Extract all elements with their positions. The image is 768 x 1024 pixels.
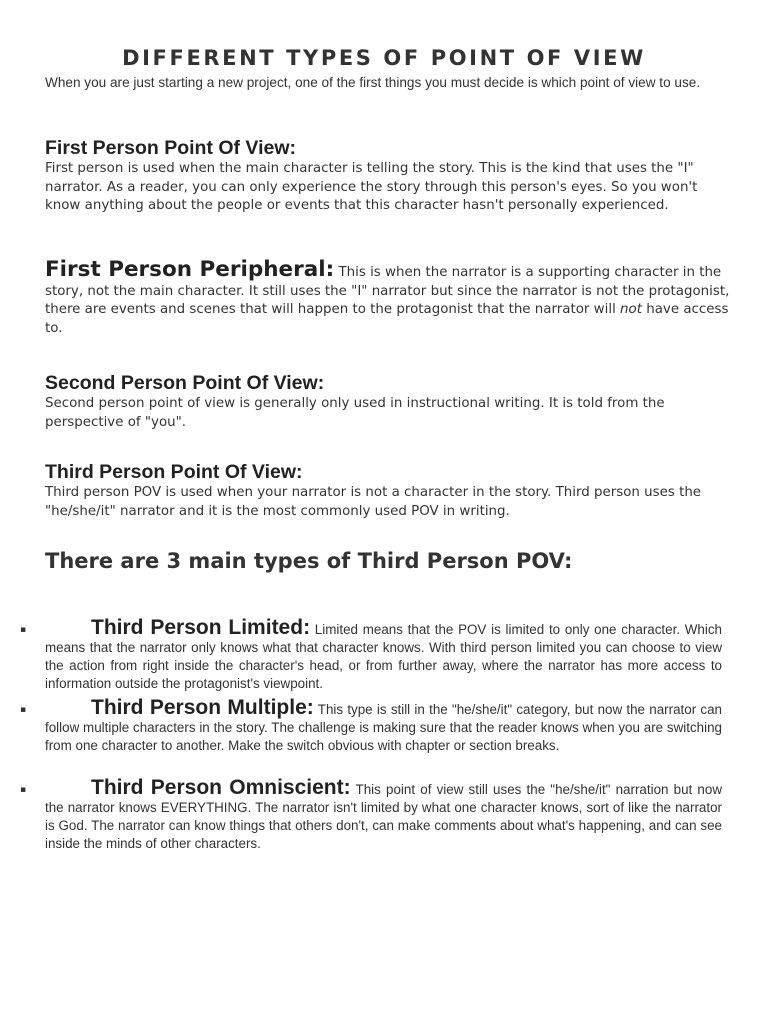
section-third-person [45,460,735,521]
bullet-heading: Third Person Multiple: [91,696,314,719]
bullet-paragraph [45,776,722,853]
first-person-peripheral-body-end: have access to. [45,302,729,336]
bullet-body: This point of view still uses the "he/she/it" narration but now the narrator knows EVERYTHING. The narrator isn't limited by what one character knows, sort of like the narrator is God. The narrator can know things that others don't, can make comments about what's happening, and can see inside the minds of other characters. [45,782,722,851]
first-person-peripheral-heading: First Person Peripheral: [45,257,335,282]
third-person-types-heading: There are 3 main types of Third Person POV: [45,549,573,573]
bullet-body: This type is still in the "he/she/it" category, but now the narrator can follow multiple characters in the story. The challenge is making sure that the reader knows when you are switching from one character to another. Make the switch obvious with chapter or section breaks. [45,702,722,753]
bullet-icon: ▪ [20,785,27,795]
first-person-body: First person is used when the main character is telling the story. This is the kind that uses the "I" narrator. As a reader, you can only experience the story through this person's eyes. So you won't know anything about the people or events that this character hasn't personally experienced. [45,161,698,213]
first-person-peripheral-body-start: This is when the narrator is a supporting character in the story, not the main character. It still uses the "I" narrator but since the narrator is not the protagonist, there are events and scenes that will happen to the protagonist that the narrator will [45,265,730,317]
first-person-peripheral-paragraph [45,257,735,338]
bullet-icon: ▪ [20,705,27,715]
bullet-paragraph [45,616,722,693]
section-first-person [45,136,735,216]
bullet-heading: Third Person Limited: [91,616,311,639]
third-person-body: Third person POV is used when your narrator is not a character in the story. Third person uses the "he/she/it" narrator and it is the most commonly used POV in writing. [45,485,702,519]
second-person-heading: Second Person Point Of View: [45,372,325,394]
second-person-body: Second person point of view is generally only used in instructional writing. It is told from the perspective of "you". [45,396,665,430]
intro-paragraph: When you are just starting a new project, one of the first things you must decide is which point of view to use. [45,75,701,90]
bullet-paragraph [45,696,722,755]
section-second-person [45,371,735,432]
first-person-heading: First Person Point Of View: [45,137,297,159]
section-first-person-peripheral [45,257,735,338]
bullet-body: Limited means that the POV is limited to only one character. Which means that the narrator only knows what that character knows. With third person limited you can choose to view the action from right inside the character's head, or from further away, where the narrator has more access to information outside the protagonist's viewpoint. [45,622,722,691]
first-person-peripheral-emphasis: not [620,302,642,317]
third-person-heading: Third Person Point Of View: [45,461,303,483]
document-title: DIFFERENT TYPES OF POINT OF VIEW [122,46,646,70]
bullet-icon: ▪ [20,625,27,635]
bullet-heading: Third Person Omniscient: [91,776,351,799]
section-third-person-types [45,548,735,574]
